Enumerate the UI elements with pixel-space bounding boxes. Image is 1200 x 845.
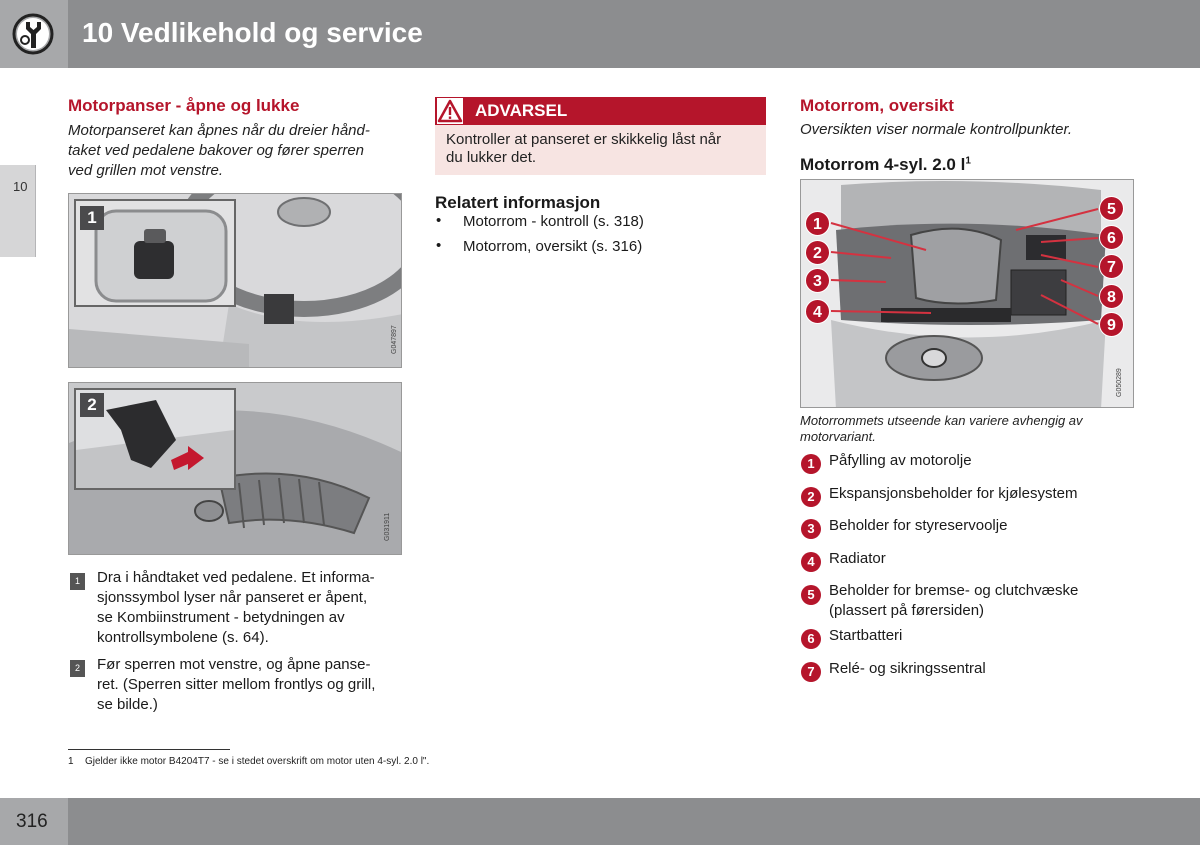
legend-line: (plassert på førersiden) — [829, 602, 985, 619]
wrench-gear-icon — [12, 13, 54, 55]
intro-line: Motorpanseret kan åpnes når du dreier hånd- — [68, 122, 370, 139]
legend-item: Påfylling av motorolje — [829, 452, 972, 469]
warning-line: Kontroller at panseret er skikkelig låst når — [446, 131, 722, 148]
callout-7: 7 — [1099, 254, 1124, 279]
footnote-text: Gjelder ikke motor B4204T7 - se i stedet overskrift om motor uten 4-syl. 2.0 l". — [85, 756, 430, 767]
figure1-code: G047897 — [391, 325, 398, 354]
legend-line: Beholder for bremse- og clutchvæske — [829, 582, 1079, 599]
legend-item: Radiator — [829, 550, 886, 567]
step-line: kontrollsymbolene (s. 64). — [97, 629, 269, 646]
side-tab-label: 10 — [13, 179, 28, 194]
callout-8: 8 — [1099, 284, 1124, 309]
bullet-dot: • — [436, 237, 442, 254]
step-line: sjonssymbol lyser når panseret er åpent, — [97, 589, 368, 606]
legend-item: Startbatteri — [829, 627, 903, 644]
legend-item: Relé- og sikringssentral — [829, 660, 986, 677]
section-heading-hood: Motorpanser - åpne og lukke — [68, 96, 300, 115]
figure-hood-release-handle — [68, 193, 402, 368]
step-text — [97, 655, 375, 715]
legend-marker: 2 — [801, 487, 821, 507]
page-footer — [0, 798, 1200, 845]
warning-title: ADVARSEL — [475, 101, 568, 120]
engine-figure-caption — [800, 413, 1083, 445]
legend-marker: 4 — [801, 552, 821, 572]
related-link-engine-overview[interactable]: Motorrom, oversikt (s. 316) — [463, 238, 643, 255]
footnote-number: 1 — [68, 756, 74, 767]
legend-marker: 7 — [801, 662, 821, 682]
callout-6: 6 — [1099, 225, 1124, 250]
figure2-badge: 2 — [80, 393, 104, 417]
callout-2: 2 — [805, 240, 830, 265]
section-intro-hood — [68, 121, 370, 181]
callout-4: 4 — [805, 299, 830, 324]
callout-1: 1 — [805, 211, 830, 236]
section-intro-engine-bay: Oversikten viser normale kontrollpunkter. — [800, 121, 1073, 138]
step-line: Dra i håndtaket ved pedalene. Et informa- — [97, 569, 375, 586]
related-info-heading: Relatert informasjon — [435, 193, 601, 212]
step-line: se Kombiinstrument - betydningen av — [97, 609, 345, 626]
chapter-header — [0, 0, 1200, 68]
legend-item — [829, 581, 1078, 621]
chapter-title: 10 Vedlikehold og service — [82, 17, 423, 48]
engine-subheading-text: Motorrom 4-syl. 2.0 l — [800, 155, 966, 174]
warning-box-body — [435, 125, 766, 175]
engine-figure-code: G050289 — [1116, 368, 1123, 397]
caption-line: motorvariant. — [800, 429, 876, 444]
footnote-marker[interactable]: 1 — [965, 155, 971, 167]
page-number-area — [0, 798, 68, 845]
footnote-divider — [68, 749, 230, 750]
figure-hood-latch — [68, 382, 402, 555]
step-line: se bilde.) — [97, 696, 158, 713]
engine-subheading — [800, 155, 971, 175]
warning-triangle-icon — [437, 98, 463, 124]
legend-marker: 1 — [801, 454, 821, 474]
callout-3: 3 — [805, 268, 830, 293]
warning-box-header — [435, 97, 766, 125]
warning-text — [446, 131, 756, 167]
step-line: ret. (Sperren sitter mellom frontlys og grill, — [97, 676, 376, 693]
intro-line: ved grillen mot venstre. — [68, 162, 224, 179]
warning-line: du lukker det. — [446, 149, 537, 166]
legend-marker: 5 — [801, 585, 821, 605]
section-heading-engine-bay: Motorrom, oversikt — [800, 96, 954, 115]
related-link-engine-check[interactable]: Motorrom - kontroll (s. 318) — [463, 213, 644, 230]
legend-marker: 6 — [801, 629, 821, 649]
step-text — [97, 568, 375, 648]
chapter-side-tab[interactable] — [0, 165, 36, 257]
callout-9: 9 — [1099, 312, 1124, 337]
intro-line: taket ved pedalene bakover og fører sperren — [68, 142, 365, 159]
page-number: 316 — [16, 811, 48, 832]
step-line: Før sperren mot venstre, og åpne panse- — [97, 656, 371, 673]
legend-item: Beholder for styreservoolje — [829, 517, 1008, 534]
figure-engine-bay — [800, 179, 1134, 408]
figure2-code: G031911 — [384, 512, 391, 541]
caption-line: Motorrommets utseende kan variere avhengig av — [800, 413, 1083, 428]
step-badge: 1 — [70, 573, 85, 590]
bullet-dot: • — [436, 212, 442, 229]
callout-5: 5 — [1099, 196, 1124, 221]
figure1-badge: 1 — [80, 206, 104, 230]
legend-item: Ekspansjonsbeholder for kjølesystem — [829, 485, 1078, 502]
legend-marker: 3 — [801, 519, 821, 539]
chapter-icon-area — [0, 0, 68, 68]
step-badge: 2 — [70, 660, 85, 677]
engine-bay-illustration — [801, 180, 1134, 408]
